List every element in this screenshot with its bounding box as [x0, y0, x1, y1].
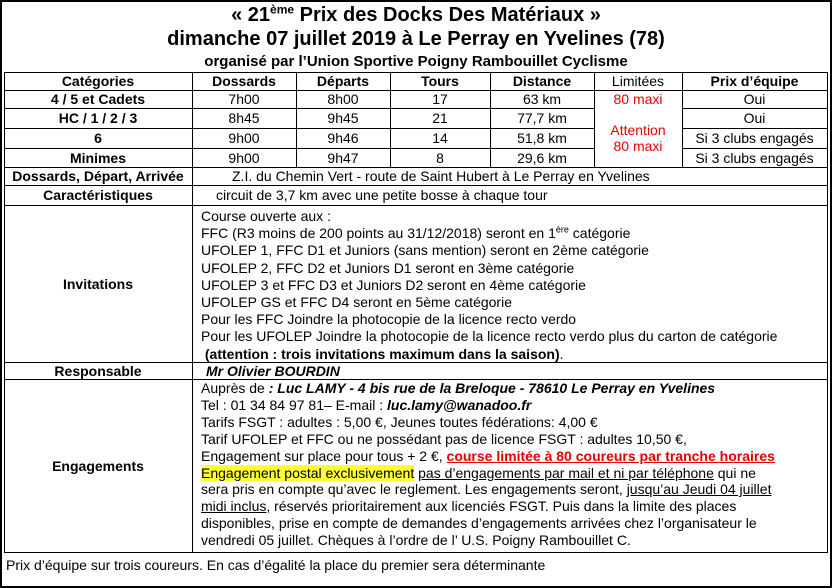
row-categorie: HC / 1 / 2 / 3 [58, 110, 138, 126]
invitation-line: FFC (R3 moins de 200 points au 31/12/2018) seront en 1ère catégorie [201, 224, 631, 242]
engagement-line: Tarifs FSGT : adultes : 5,00 €, Jeunes toutes fédérations: 4,00 € [201, 413, 598, 430]
caracteristiques-label: Caractéristiques [43, 187, 153, 203]
grid-line [827, 72, 828, 552]
invitation-line: UFOLEP 2, FFC D2 et Juniors D1 seront en 3ème catégorie [201, 259, 575, 276]
row-departs: 9h46 [327, 130, 359, 146]
row-prix: Oui [743, 110, 766, 126]
row-dossards: 8h45 [228, 110, 260, 126]
row-prix: Si 3 clubs engagés [695, 130, 814, 146]
invitations-content [201, 208, 777, 363]
race-date-location: dimanche 07 juillet 2019 à Le Perray en Yvelines (78) [167, 28, 665, 50]
invitation-line: UFOLEP 3 et FFC D3 et Juniors D2 seront en 4ème catégorie [201, 276, 586, 293]
engagement-line: Tarif UFOLEP et FFC ou ne possédant pas de licence FSGT : adultes 10,50 €, [201, 430, 687, 447]
contact-email: luc.lamy@wanadoo.fr [387, 396, 532, 413]
limit-attention-note: Attention 80 maxi [610, 122, 666, 154]
engagements-content [201, 380, 775, 549]
header-departs: Départs [316, 73, 370, 89]
race-title: « 21ème Prix des Docks Des Matériaux » [231, 2, 601, 26]
responsable-name: Mr Olivier BOURDIN [206, 362, 340, 379]
header-tours: Tours [421, 73, 459, 89]
row-distance: 29,6 km [517, 149, 567, 166]
engagement-line: sera pris en compte qu’avec le reglement. Les engagements seront, jusqu’au Jeudi 04 juillet [201, 481, 772, 498]
row-tours: 8 [436, 149, 444, 166]
row-tours: 14 [432, 130, 448, 146]
engagement-line: Engagement postal exclusivement pas d’engagements par mail et ni par téléphone qui ne [201, 464, 756, 481]
invitation-line: UFOLEP 1, FFC D1 et Juniors (sans mention) seront en 2ème catégorie [201, 242, 649, 259]
invitation-line: Course ouverte aux : [201, 208, 331, 224]
invitation-line: Pour les FFC Joindre la photocopie de la licence recto verdo [201, 311, 577, 328]
responsable-label: Responsable [54, 362, 142, 379]
dossards-location-label: Dossards, Départ, Arrivée [12, 168, 184, 184]
footer-note: Prix d’équipe sur trois coureurs. En cas d’égalité la place du premier sera déterminante [6, 557, 546, 573]
invitation-warning: (attention : trois invitations maximum dans la saison). [204, 345, 564, 362]
row-categorie: 4 / 5 et Cadets [50, 91, 146, 107]
row-categorie: Minimes [69, 149, 126, 166]
row-tours: 17 [432, 91, 448, 107]
invitation-line: UFOLEP GS et FFC D4 seront en 5ème catégorie [201, 294, 512, 311]
grid-line [4, 552, 828, 553]
engagement-line: vendredi 05 juillet. Chèques à l’ordre de l’ U.S. Poigny Rambouillet C. [201, 532, 631, 549]
race-info-table [4, 72, 828, 552]
caracteristiques-value: circuit de 3,7 km avec une petite bosse à chaque tour [216, 187, 548, 203]
row-distance: 63 km [522, 91, 562, 107]
row-prix: Oui [743, 91, 766, 107]
row-categorie: 6 [94, 130, 102, 146]
row-tours: 21 [432, 110, 448, 126]
row-departs: 9h47 [327, 149, 359, 166]
postal-highlight: Engagement postal exclusivement [201, 464, 415, 481]
engagement-line: Tel : 01 34 84 97 81– E-mail : luc.lamy@wanadoo.fr [201, 396, 532, 413]
row-limit: 80 maxi [613, 91, 663, 107]
engagements-label: Engagements [52, 457, 144, 474]
header-prix-equipe: Prix d’équipe [710, 73, 799, 89]
row-prix: Si 3 clubs engagés [695, 149, 814, 166]
row-distance: 51,8 km [517, 130, 567, 146]
engagement-line: midi inclus, réservés prioritairement aux licenciés FSGT. Puis dans la limite des places [201, 498, 737, 515]
invitations-label: Invitations [62, 275, 133, 292]
engagement-line: Engagement sur place pour tous + 2 €, course limitée à 80 coureurs par tranche horaires [201, 447, 775, 464]
engagement-line: Auprès de : Luc LAMY - 4 bis rue de la Breloque - 78610 Le Perray en Yvelines [201, 380, 716, 396]
dossards-location-value: Z.I. du Chemin Vert - route de Saint Hubert à Le Perray en Yvelines [232, 168, 650, 184]
row-distance: 77,7 km [517, 110, 567, 126]
header-limitees: Limitées [611, 73, 665, 89]
row-dossards: 9h00 [228, 130, 260, 146]
row-departs: 9h45 [327, 110, 359, 126]
engagement-line: disponibles, prise en compte de demandes d’engagements arrivées chez l’organisateur le [201, 515, 757, 532]
invitation-line: Pour les UFOLEP Joindre la photocopie de la licence recto verdo plus du carton de catégorie [201, 328, 778, 345]
row-dossards: 9h00 [228, 149, 260, 166]
header-categories: Catégories [61, 73, 135, 89]
row-departs: 8h00 [327, 91, 359, 107]
header-dossards: Dossards [212, 73, 276, 89]
race-organizer: organisé par l’Union Sportive Poigny Rambouillet Cyclisme [204, 53, 628, 70]
row-dossards: 7h00 [228, 91, 260, 107]
header-distance: Distance [512, 73, 572, 89]
